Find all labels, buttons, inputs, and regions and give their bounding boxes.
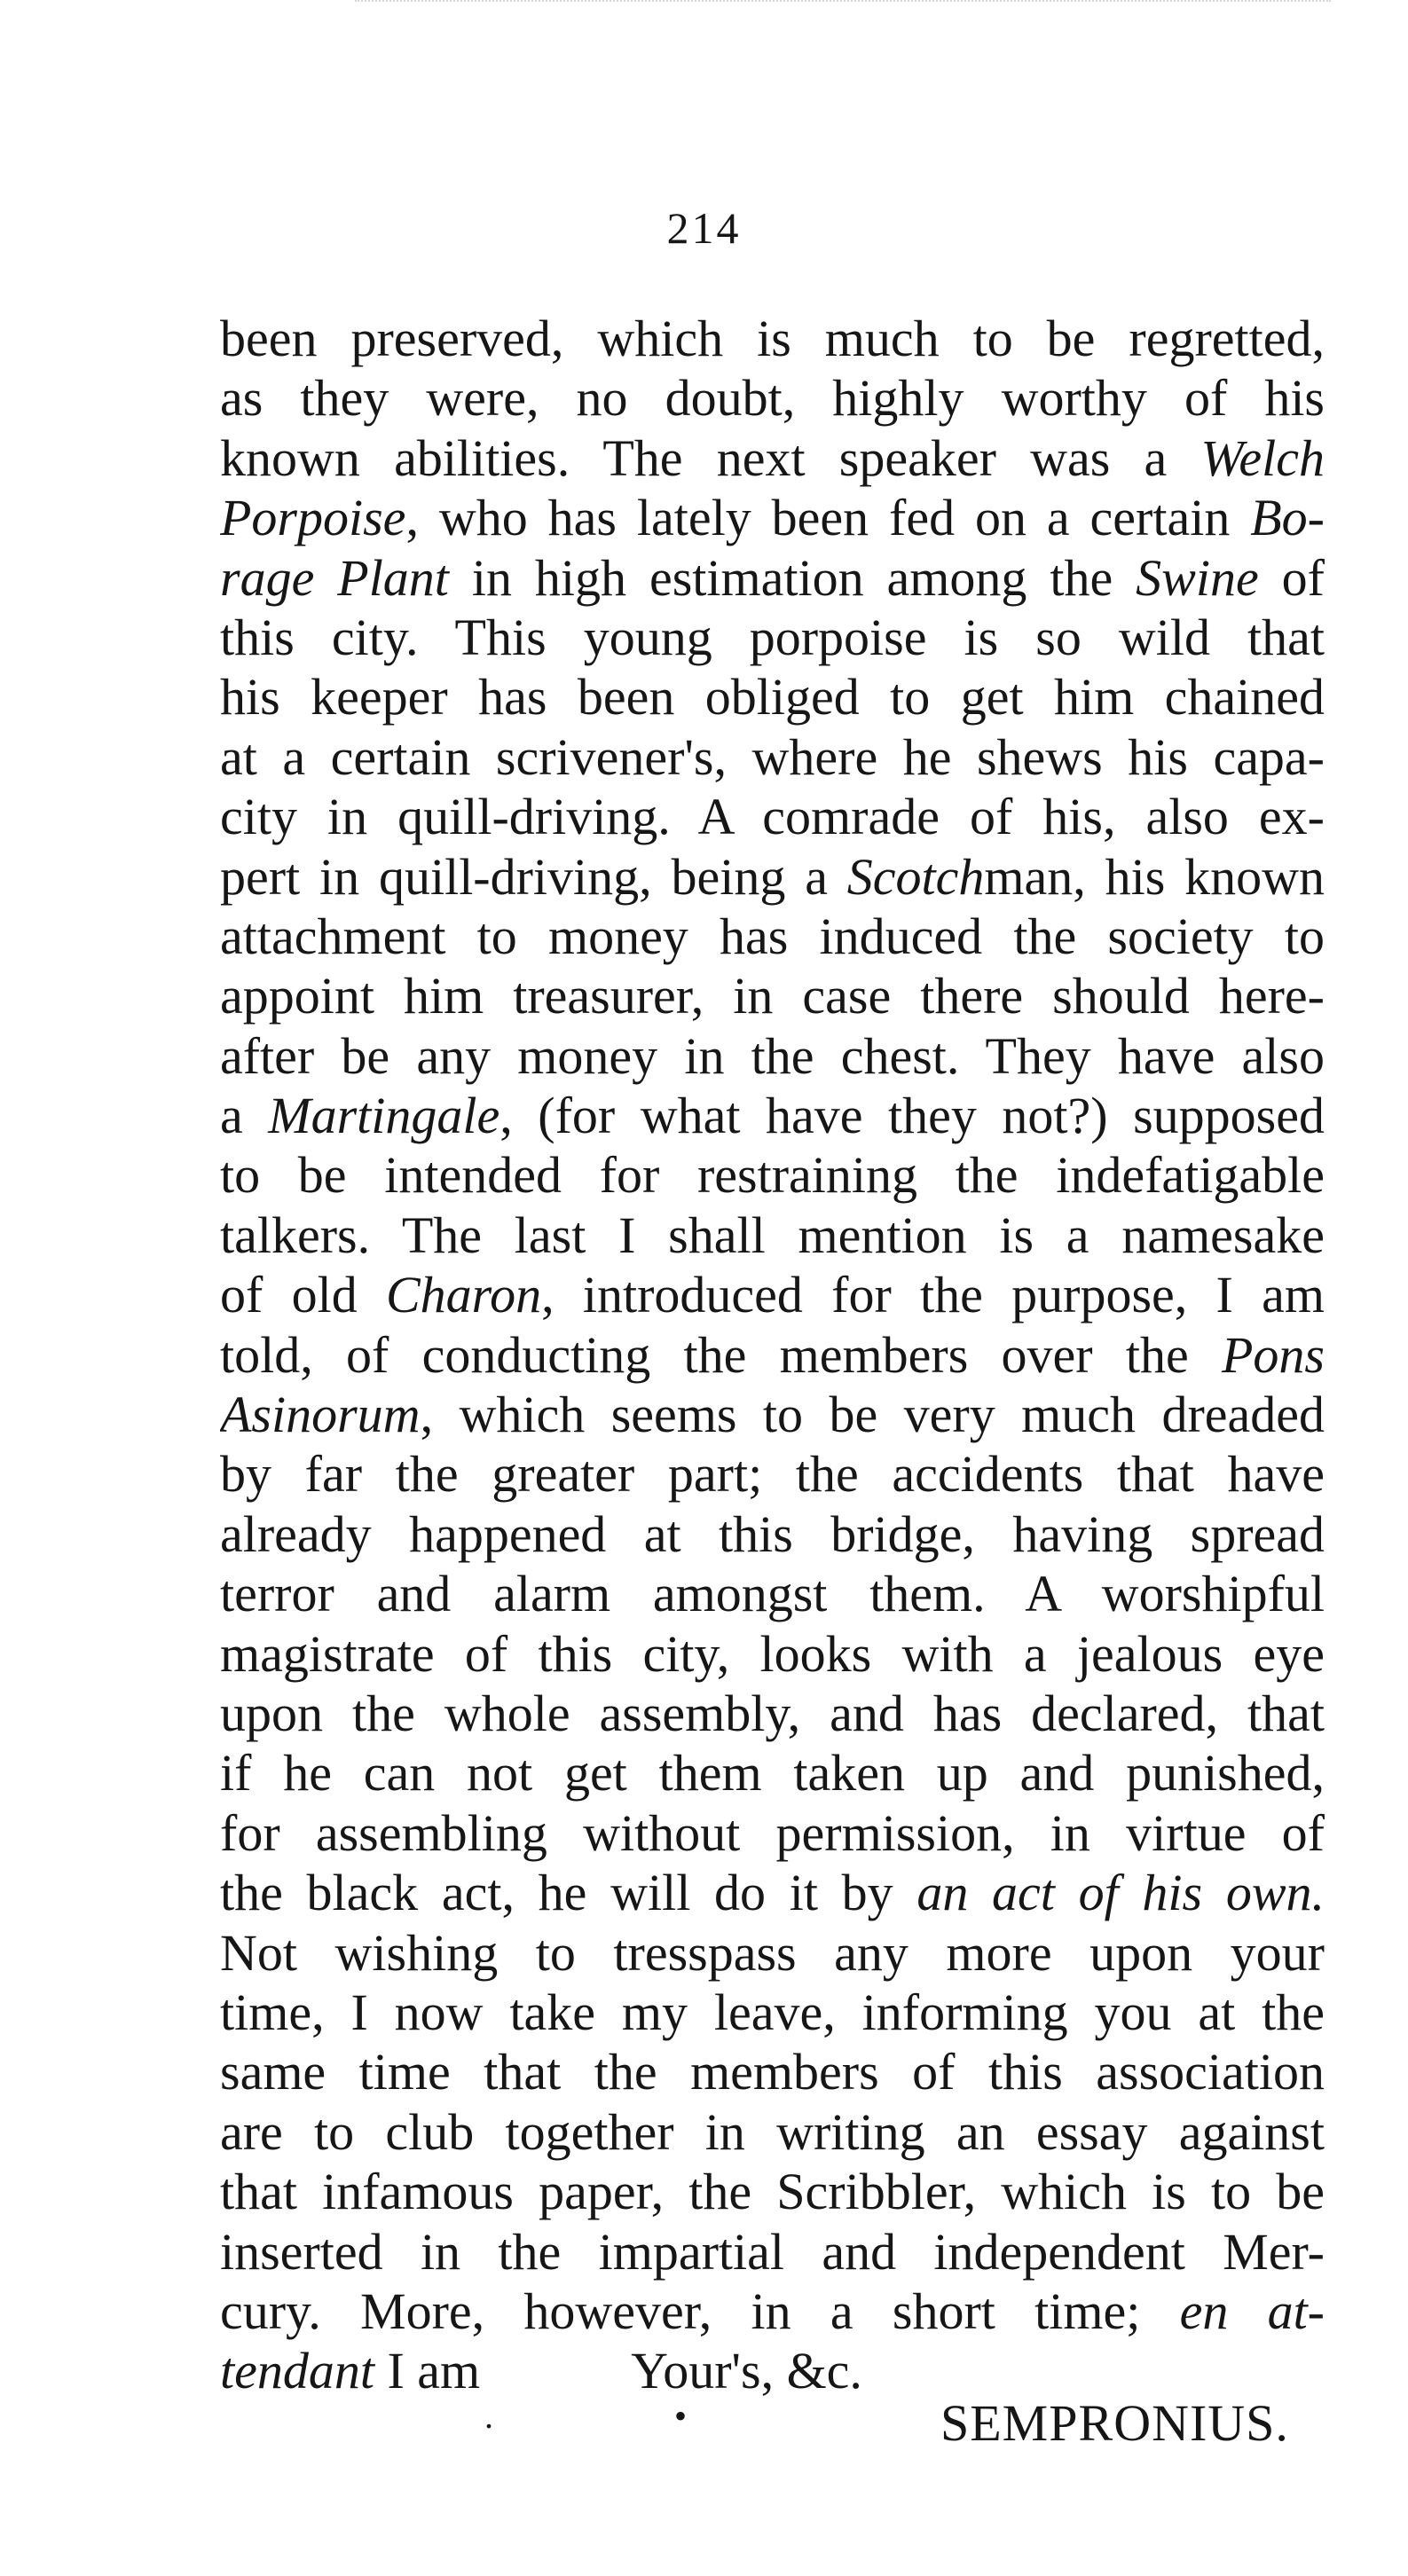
text-segment: time, I now take my leave, informing you at the [220, 1983, 1325, 2041]
text-segment: his keeper has been obliged to get him chained [220, 668, 1325, 726]
text-line [220, 1206, 1325, 1265]
signature: SEMPRONIUS. [940, 2394, 1289, 2452]
text-segment: known abilities. The next speaker was a [220, 428, 1201, 487]
italic-segment: Pons [1222, 1325, 1325, 1384]
ornament-dot-left: . [484, 2396, 493, 2436]
text-segment: the black act, he will do it by [220, 1864, 917, 1922]
text-segment: , who has lately been fed on a certain [405, 489, 1251, 547]
text-segment: in high estimation among the [448, 548, 1137, 607]
valediction: Your's, &c. [631, 2342, 862, 2400]
text-line [220, 2222, 1325, 2281]
text-line [220, 1684, 1325, 1743]
text-segment: if he can not get them taken up and punished, [220, 1744, 1325, 1802]
closing-after: I am [374, 2342, 481, 2400]
text-segment: of [1258, 548, 1325, 607]
text-line [220, 368, 1325, 428]
text-segment: a [220, 1087, 269, 1145]
italic-segment: rage Plant [220, 548, 449, 607]
text-line [220, 1923, 1325, 1983]
text-line [220, 1803, 1325, 1863]
text-line [220, 787, 1325, 846]
text-line [220, 1743, 1325, 1802]
text-segment: by far the greater part; the accidents that have [220, 1445, 1325, 1504]
text-segment: are to club together in writing an essay against [220, 2102, 1325, 2161]
text-line [220, 1863, 1325, 1922]
text-line [220, 2042, 1325, 2101]
italic-segment: Scotch [846, 847, 985, 906]
italic-segment: Martingale [268, 1087, 500, 1145]
text-line [220, 1983, 1325, 2042]
text-segment: terror and alarm amongst them. A worshipful [220, 1565, 1325, 1623]
text-line [220, 2102, 1325, 2162]
text-line [220, 1325, 1325, 1385]
text-segment: upon the whole assembly, and has declared, that [220, 1684, 1325, 1742]
text-segment: inserted in the impartial and independent Mer- [220, 2222, 1325, 2281]
text-line [220, 608, 1325, 667]
text-segment: been preserved, which is much to be regretted, [220, 310, 1325, 367]
closing-lead: tendant [220, 2342, 374, 2400]
text-segment: , (for what have they not?) supposed [499, 1087, 1325, 1145]
italic-segment: Porpoise [220, 489, 406, 547]
text-line [220, 2281, 1325, 2341]
text-segment: at a certain scrivener's, where he shews his capa- [220, 727, 1325, 786]
italic-segment: Swine [1136, 548, 1259, 607]
text-segment: pert in quill-driving, being a [220, 847, 847, 906]
italic-segment: Welch [1200, 428, 1325, 487]
text-line [220, 966, 1325, 1025]
text-segment: Not wishing to tresspass any more upon your [220, 1923, 1325, 1982]
header-specks [355, 0, 1331, 16]
text-segment: for assembling without permission, in virtue of [220, 1803, 1325, 1862]
text-line [220, 488, 1325, 547]
text-segment: cury. More, however, in a short time; [220, 2281, 1180, 2340]
text-segment: already happened at this bridge, having spread [220, 1504, 1325, 1563]
text-segment: magistrate of this city, looks with a jealous eye [220, 1624, 1325, 1683]
text-line [220, 1564, 1325, 1623]
italic-segment: Charon [385, 1266, 542, 1324]
text-line [220, 1145, 1325, 1205]
italic-segment: Asinorum [220, 1386, 421, 1444]
text-segment: man, his known [984, 847, 1325, 906]
text-line [220, 1504, 1325, 1564]
text-line [220, 2162, 1325, 2221]
text-segment: that infamous paper, the Scribbler, which is to be [220, 2163, 1325, 2221]
italic-segment: an act of his own. [916, 1864, 1325, 1922]
text-line [220, 727, 1325, 787]
italic-segment: Bo- [1250, 489, 1325, 547]
closing-line [220, 2341, 1325, 2400]
text-line [220, 1385, 1325, 1444]
text-segment: as they were, no doubt, highly worthy of his [220, 369, 1325, 428]
text-segment: , which seems to be very much dreaded [420, 1386, 1325, 1444]
italic-segment: en at- [1179, 2281, 1325, 2340]
text-segment: after be any money in the chest. They have also [220, 1026, 1325, 1085]
text-line [220, 1086, 1325, 1145]
text-line [220, 428, 1325, 488]
text-segment: talkers. The last I shall mention is a namesake [220, 1206, 1325, 1264]
ornament-dot-right: • [674, 2396, 688, 2436]
text-line [220, 1026, 1325, 1086]
text-line [220, 548, 1325, 608]
text-segment: , introduced for the purpose, I am [541, 1266, 1325, 1324]
text-line [220, 1444, 1325, 1504]
text-segment: city in quill-driving. A comrade of his, also ex- [220, 788, 1325, 846]
text-line [220, 1624, 1325, 1684]
text-line [220, 309, 1325, 368]
text-segment: told, of conducting the members over the [220, 1325, 1222, 1384]
page-number: 214 [666, 203, 742, 253]
text-line [220, 667, 1325, 726]
text-segment: of old [220, 1266, 386, 1324]
text-segment: appoint him treasurer, in case there should here- [220, 967, 1325, 1025]
text-segment: to be intended for restraining the indefatigable [220, 1146, 1325, 1205]
text-segment: attachment to money has induced the society to [220, 907, 1325, 965]
body-text [220, 309, 1325, 2401]
text-line [220, 907, 1325, 966]
text-line [220, 1265, 1325, 1324]
text-line [220, 847, 1325, 907]
text-segment: this city. This young porpoise is so wild that [220, 608, 1325, 666]
text-segment: same time that the members of this association [220, 2043, 1325, 2101]
